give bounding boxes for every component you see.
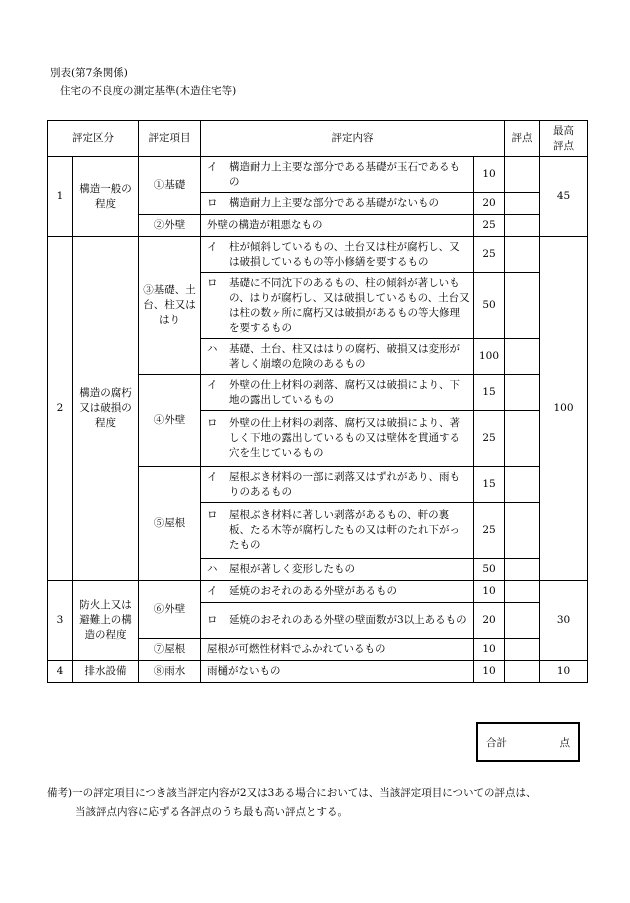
points: 20 <box>474 603 505 639</box>
max-score: 100 <box>540 237 588 581</box>
score-input-cell[interactable] <box>505 581 540 603</box>
category-name: 構造一般の程度 <box>73 157 139 237</box>
content-text: 延焼のおそれのある外壁があるもの <box>229 585 397 597</box>
max-score: 45 <box>540 157 588 237</box>
points: 10 <box>474 639 505 661</box>
points: 10 <box>474 157 505 193</box>
points: 25 <box>474 237 505 273</box>
content-text: 屋根が著しく変形したもの <box>229 563 355 575</box>
content-cell <box>201 411 474 467</box>
category-number: 4 <box>48 661 73 683</box>
content-mark: ハ <box>207 342 218 355</box>
content-mark: イ <box>207 160 218 173</box>
score-input-cell[interactable] <box>505 559 540 581</box>
header-max-line1: 最高 <box>553 124 574 137</box>
score-input-cell[interactable] <box>505 339 540 375</box>
content-mark: ロ <box>207 197 218 209</box>
content-text: 屋根ぶき材料の一部に剥落又はずれがあり、雨もりのあるもの <box>229 470 460 498</box>
score-input-cell[interactable] <box>505 375 540 411</box>
item-name: ③基礎、土台、柱又ははり <box>139 237 201 375</box>
content-text: 外壁の仕上材料の剥落、腐朽又は破損により、下地の露出しているもの <box>229 378 460 406</box>
item-name: ④外壁 <box>139 375 201 467</box>
max-score: 10 <box>540 661 588 683</box>
points: 10 <box>474 661 505 683</box>
content-cell <box>201 559 474 581</box>
table-row <box>48 661 588 683</box>
header-max-score <box>540 121 588 157</box>
points: 50 <box>474 273 505 339</box>
content-cell <box>201 503 474 559</box>
total-label: 合計 <box>486 736 507 749</box>
item-name: ②外壁 <box>139 215 201 237</box>
remarks-line-1: 備考)一の評定項目につき該当評定内容が2又は3ある場合においては、当該評定項目についての評点は、 <box>47 787 537 799</box>
points: 15 <box>474 467 505 503</box>
score-input-cell[interactable] <box>505 411 540 467</box>
content-mark: イ <box>207 378 218 391</box>
table-row <box>48 157 588 193</box>
header-max-line2: 評点 <box>553 139 574 152</box>
category-number: 1 <box>48 157 73 237</box>
header-content: 評定内容 <box>201 121 505 157</box>
max-score: 30 <box>540 581 588 661</box>
points: 25 <box>474 411 505 467</box>
item-name: ⑤屋根 <box>139 467 201 581</box>
header-row <box>48 121 588 157</box>
category-name: 構造の腐朽又は破損の程度 <box>73 237 139 581</box>
content-mark: イ <box>207 470 218 483</box>
score-input-cell[interactable] <box>505 215 540 237</box>
total-unit: 点 <box>559 736 570 749</box>
content-mark: ロ <box>207 614 218 626</box>
content-text: 基礎、土台、柱又ははりの腐朽、破損又は変形が著しく崩壊の危険のあるもの <box>229 342 460 370</box>
header-item: 評定項目 <box>139 121 201 157</box>
category-name: 防火上又は避難上の構造の程度 <box>73 581 139 661</box>
content-cell <box>201 339 474 375</box>
content-mark: イ <box>207 585 218 597</box>
content-cell <box>201 157 474 193</box>
score-input-cell[interactable] <box>505 639 540 661</box>
content-text: 基礎に不同沈下のあるもの、柱の傾斜が著しいもの、はりが腐朽し、又は破損しているもの、土台又は柱の数ヶ所に腐朽又は破損があるもの等大修理を要するもの <box>229 276 470 334</box>
points: 100 <box>474 339 505 375</box>
score-input-cell[interactable] <box>505 193 540 215</box>
header-score: 評点 <box>505 121 540 157</box>
points: 15 <box>474 375 505 411</box>
points: 25 <box>474 215 505 237</box>
header-category: 評定区分 <box>48 121 139 157</box>
points: 20 <box>474 193 505 215</box>
content-cell: 外壁の構造が粗悪なもの <box>201 215 474 237</box>
content-cell: 雨樋がないもの <box>201 661 474 683</box>
table-title: 住宅の不良度の測定基準(木造住宅等) <box>60 85 237 97</box>
remarks <box>47 784 592 822</box>
content-text: 外壁の仕上材料の剥落、腐朽又は破損により、著しく下地の露出しているもの又は壁体を貫通する穴を生じているもの <box>229 417 460 459</box>
category-name: 排水設備 <box>73 661 139 683</box>
item-name: ⑥外壁 <box>139 581 201 639</box>
score-input-cell[interactable] <box>505 467 540 503</box>
content-text: 構造耐力上主要な部分である基礎がないもの <box>229 197 439 209</box>
score-input-cell[interactable] <box>505 661 540 683</box>
content-cell <box>201 603 474 639</box>
points: 10 <box>474 581 505 603</box>
annex-heading: 別表(第7条関係) <box>50 67 128 79</box>
table-row <box>48 581 588 603</box>
content-cell <box>201 375 474 411</box>
content-text: 構造耐力上主要な部分である基礎が玉石であるもの <box>229 160 460 188</box>
total-score-box[interactable] <box>476 722 580 762</box>
content-text: 延焼のおそれのある外壁の壁面数が3以上あるもの <box>229 614 467 626</box>
content-text: 屋根ぶき材料に著しい剥落があるもの、軒の裏板、たる木等が腐朽したもの又は軒のたれ下がったもの <box>229 509 460 551</box>
score-input-cell[interactable] <box>505 273 540 339</box>
category-number: 3 <box>48 581 73 661</box>
score-input-cell[interactable] <box>505 603 540 639</box>
table-row <box>48 237 588 273</box>
content-cell <box>201 273 474 339</box>
content-cell <box>201 581 474 603</box>
score-input-cell[interactable] <box>505 157 540 193</box>
category-number: 2 <box>48 237 73 581</box>
content-mark: ロ <box>207 509 218 521</box>
content-cell <box>201 467 474 503</box>
score-input-cell[interactable] <box>505 237 540 273</box>
item-name: ⑧雨水 <box>139 661 201 683</box>
evaluation-table <box>47 120 588 683</box>
content-cell <box>201 237 474 273</box>
content-mark: ロ <box>207 417 218 429</box>
content-cell: 屋根が可燃性材料でふかれているもの <box>201 639 474 661</box>
content-mark: ロ <box>207 276 218 289</box>
content-mark: イ <box>207 240 218 253</box>
score-input-cell[interactable] <box>505 503 540 559</box>
content-mark: ハ <box>207 563 218 575</box>
item-name: ①基礎 <box>139 157 201 215</box>
points: 25 <box>474 503 505 559</box>
content-cell <box>201 193 474 215</box>
points: 50 <box>474 559 505 581</box>
item-name: ⑦屋根 <box>139 639 201 661</box>
content-text: 柱が傾斜しているもの、土台又は柱が腐朽し、又は破損しているもの等小修繕を要するもの <box>229 240 460 268</box>
remarks-line-2: 当該評点内容に応ずる各評点のうち最も高い評点とする。 <box>75 806 348 818</box>
